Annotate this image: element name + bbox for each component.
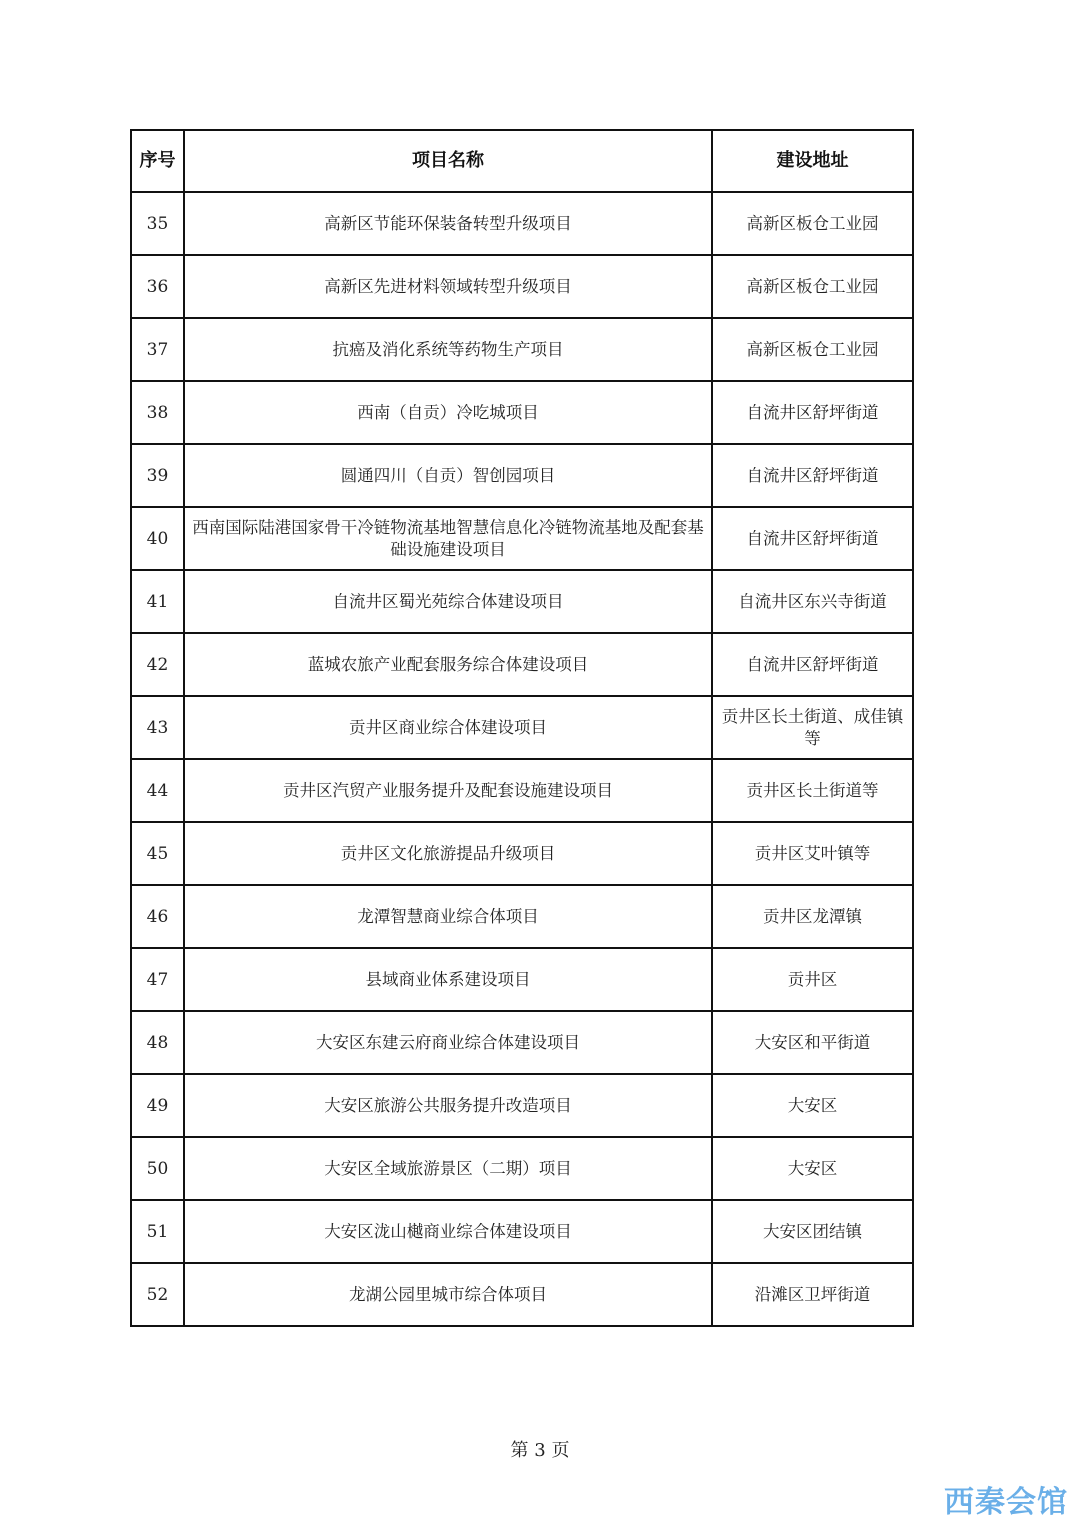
row-address: 高新区板仓工业园: [712, 192, 913, 255]
row-seq: 36: [131, 255, 184, 318]
table-row: [131, 633, 913, 696]
table-row: [131, 885, 913, 948]
row-project-name: 贡井区文化旅游提品升级项目: [184, 822, 712, 885]
row-project-name: 龙湖公园里城市综合体项目: [184, 1263, 712, 1326]
row-address: 自流井区舒坪街道: [712, 444, 913, 507]
table-row: [131, 318, 913, 381]
table-row: [131, 255, 913, 318]
row-address: 自流井区舒坪街道: [712, 633, 913, 696]
table-row: [131, 1200, 913, 1263]
row-project-name: 蓝城农旅产业配套服务综合体建设项目: [184, 633, 712, 696]
table-row: [131, 381, 913, 444]
row-seq: 42: [131, 633, 184, 696]
project-table: [130, 129, 914, 1327]
row-project-name: 西南（自贡）冷吃城项目: [184, 381, 712, 444]
row-seq: 39: [131, 444, 184, 507]
row-seq: 48: [131, 1011, 184, 1074]
row-address: 贡井区艾叶镇等: [712, 822, 913, 885]
row-seq: 41: [131, 570, 184, 633]
row-project-name: 高新区先进材料领域转型升级项目: [184, 255, 712, 318]
row-seq: 50: [131, 1137, 184, 1200]
row-address: 贡井区长土街道、成佳镇等: [712, 696, 913, 759]
table-row: [131, 696, 913, 759]
table-row: [131, 1011, 913, 1074]
table-row: [131, 1263, 913, 1326]
row-seq: 37: [131, 318, 184, 381]
row-project-name: 抗癌及消化系统等药物生产项目: [184, 318, 712, 381]
row-address: 大安区和平街道: [712, 1011, 913, 1074]
row-seq: 46: [131, 885, 184, 948]
row-project-name: 龙潭智慧商业综合体项目: [184, 885, 712, 948]
row-project-name: 大安区泷山樾商业综合体建设项目: [184, 1200, 712, 1263]
row-address: 高新区板仓工业园: [712, 255, 913, 318]
row-seq: 47: [131, 948, 184, 1011]
row-address: 自流井区舒坪街道: [712, 381, 913, 444]
table-row: [131, 822, 913, 885]
row-address: 贡井区龙潭镇: [712, 885, 913, 948]
row-address: 大安区团结镇: [712, 1200, 913, 1263]
table-row: [131, 507, 913, 570]
row-address: 自流井区东兴寺街道: [712, 570, 913, 633]
row-seq: 35: [131, 192, 184, 255]
row-project-name: 贡井区商业综合体建设项目: [184, 696, 712, 759]
row-address: 自流井区舒坪街道: [712, 507, 913, 570]
row-seq: 49: [131, 1074, 184, 1137]
table-row: [131, 570, 913, 633]
row-address: 贡井区: [712, 948, 913, 1011]
page-number: 第 3 页: [510, 1440, 570, 1461]
row-seq: 44: [131, 759, 184, 822]
table-row: [131, 192, 913, 255]
table-row: [131, 1137, 913, 1200]
row-project-name: 大安区东建云府商业综合体建设项目: [184, 1011, 712, 1074]
row-seq: 43: [131, 696, 184, 759]
header-address: 建设地址: [712, 130, 913, 192]
row-project-name: 西南国际陆港国家骨干冷链物流基地智慧信息化冷链物流基地及配套基础设施建设项目: [184, 507, 712, 570]
table-row: [131, 759, 913, 822]
table-row: [131, 444, 913, 507]
row-project-name: 县域商业体系建设项目: [184, 948, 712, 1011]
row-seq: 38: [131, 381, 184, 444]
table-header-row: [131, 130, 913, 192]
row-address: 贡井区长土街道等: [712, 759, 913, 822]
row-project-name: 贡井区汽贸产业服务提升及配套设施建设项目: [184, 759, 712, 822]
row-address: 高新区板仓工业园: [712, 318, 913, 381]
row-project-name: 大安区全域旅游景区（二期）项目: [184, 1137, 712, 1200]
row-address: 大安区: [712, 1137, 913, 1200]
table-row: [131, 948, 913, 1011]
row-seq: 40: [131, 507, 184, 570]
watermark-logo: 西秦会馆: [944, 1485, 1068, 1520]
row-project-name: 自流井区蜀光苑综合体建设项目: [184, 570, 712, 633]
row-address: 沿滩区卫坪街道: [712, 1263, 913, 1326]
row-seq: 45: [131, 822, 184, 885]
row-address: 大安区: [712, 1074, 913, 1137]
header-seq: 序号: [131, 130, 184, 192]
row-project-name: 大安区旅游公共服务提升改造项目: [184, 1074, 712, 1137]
header-project-name: 项目名称: [184, 130, 712, 192]
table-row: [131, 1074, 913, 1137]
row-project-name: 高新区节能环保装备转型升级项目: [184, 192, 712, 255]
row-seq: 52: [131, 1263, 184, 1326]
row-seq: 51: [131, 1200, 184, 1263]
row-project-name: 圆通四川（自贡）智创园项目: [184, 444, 712, 507]
